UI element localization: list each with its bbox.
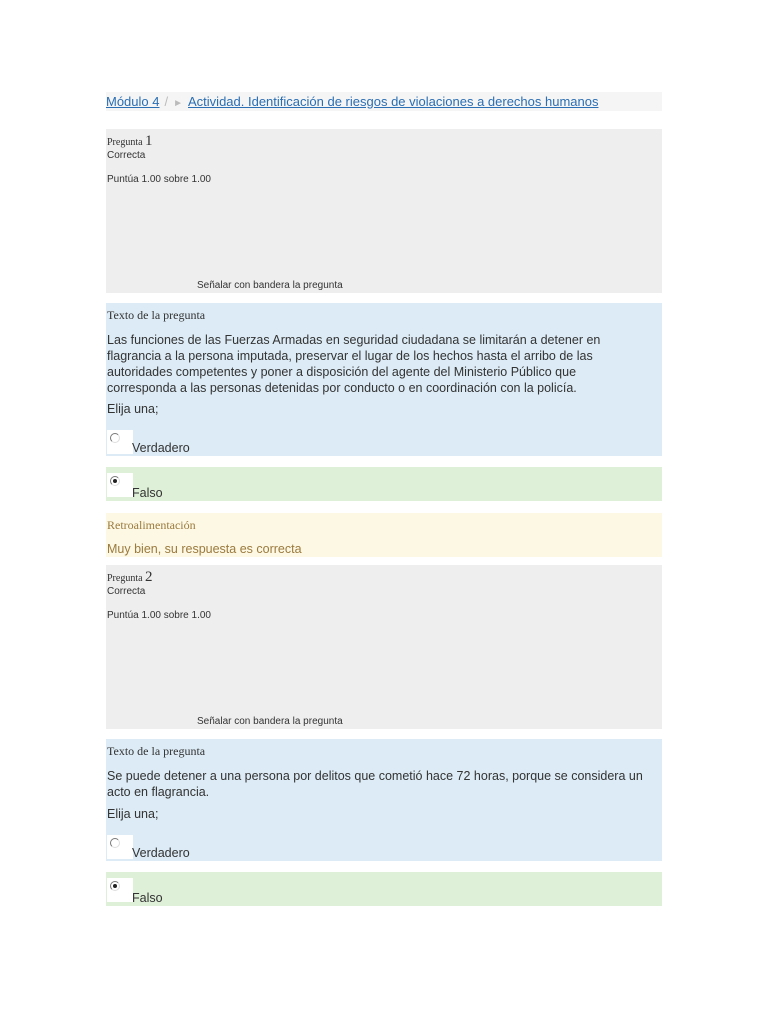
breadcrumb-separator: / bbox=[164, 94, 169, 109]
flag-question-link[interactable]: Señalar con bandera la pregunta bbox=[197, 716, 343, 727]
breadcrumb-activity-link[interactable]: Actividad. Identificación de riesgos de violaciones a derechos humanos bbox=[188, 94, 599, 109]
radio-checked-icon bbox=[110, 881, 120, 891]
question-2-selected-option bbox=[106, 872, 662, 906]
option-true-label[interactable]: Verdadero bbox=[132, 846, 190, 860]
option-true-radio[interactable] bbox=[107, 835, 133, 859]
option-false-radio[interactable] bbox=[107, 878, 133, 902]
radio-unchecked-icon bbox=[110, 433, 120, 443]
question-grade: Puntúa 1.00 sobre 1.00 bbox=[107, 610, 211, 621]
option-true-radio[interactable] bbox=[107, 430, 133, 454]
option-false-radio[interactable] bbox=[107, 473, 133, 497]
question-text: Se puede detener a una persona por delitos que cometió hace 72 horas, porque se considera un acto en flagrancia. bbox=[107, 769, 643, 799]
question-1-feedback bbox=[106, 513, 662, 557]
question-state: Correcta bbox=[107, 586, 146, 597]
question-prompt: Elija una; bbox=[107, 402, 159, 416]
feedback-heading: Retroalimentación bbox=[107, 518, 196, 532]
option-false-label[interactable]: Falso bbox=[132, 891, 163, 905]
question-number-value: 2 bbox=[145, 569, 153, 585]
question-number-value: 1 bbox=[145, 133, 153, 149]
radio-checked-icon bbox=[110, 476, 120, 486]
question-grade: Puntúa 1.00 sobre 1.00 bbox=[107, 174, 211, 185]
question-state: Correcta bbox=[107, 150, 146, 161]
question-2-info bbox=[106, 565, 662, 729]
option-true-label[interactable]: Verdadero bbox=[132, 441, 190, 455]
question-1-content bbox=[106, 303, 662, 456]
question-text: Las funciones de las Fuerzas Armadas en seguridad ciudadana se limitarán a detener en flagrancia a la persona imputada, preservar el lugar de los hechos hasta el arribo de las autoridades competentes y poner a disposición del agente del Ministerio Público que corresponda a las personas detenidas por conducto o en coordinación con la policía. bbox=[107, 333, 601, 395]
flag-question-link[interactable]: Señalar con bandera la pregunta bbox=[197, 280, 343, 291]
question-text-heading: Texto de la pregunta bbox=[107, 308, 206, 322]
breadcrumb-arrow-icon: ► bbox=[173, 98, 184, 109]
question-label: Pregunta bbox=[107, 137, 143, 148]
question-1-selected-option bbox=[106, 467, 662, 501]
radio-unchecked-icon bbox=[110, 838, 120, 848]
question-prompt: Elija una; bbox=[107, 807, 159, 821]
option-false-label[interactable]: Falso bbox=[132, 486, 163, 500]
question-label: Pregunta bbox=[107, 573, 143, 584]
breadcrumb-module-link[interactable]: Módulo 4 bbox=[106, 94, 160, 109]
question-number bbox=[107, 569, 153, 586]
breadcrumb bbox=[106, 92, 662, 111]
question-number bbox=[107, 133, 153, 150]
feedback-message: Muy bien, su respuesta es correcta bbox=[107, 542, 302, 556]
question-1-info bbox=[106, 129, 662, 293]
question-text-heading: Texto de la pregunta bbox=[107, 744, 206, 758]
question-2-content bbox=[106, 739, 662, 861]
